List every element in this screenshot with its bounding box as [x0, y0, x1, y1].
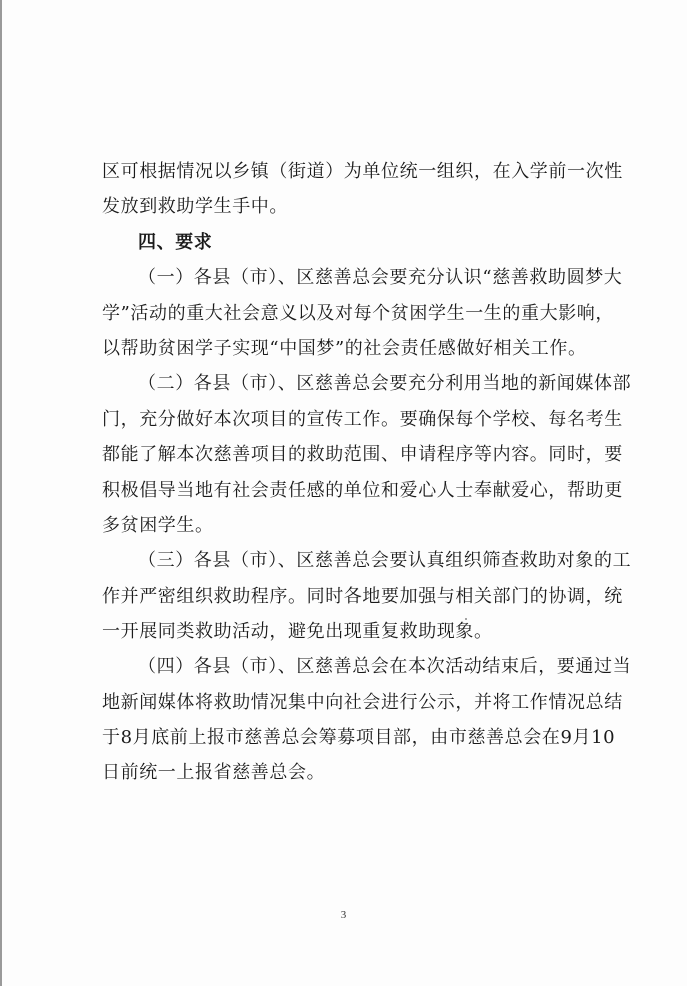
body-line: 一开展同类救助活动，避免出现重复救助现象。 [102, 621, 493, 642]
body-line: 都能了解本次慈善项目的救助范围、申请程序等内容。同时，要 [102, 444, 623, 465]
body-line: 于8月底前上报市慈善总会筹募项目部，由市慈善总会在9月10 [102, 727, 616, 748]
body-line: （三）各县（市）、区慈善总会要认真组织筛查救助对象的工 [138, 550, 632, 571]
scan-speck [465, 618, 467, 620]
body-line: 多贫困学生。 [102, 515, 214, 536]
body-line: （一）各县（市）、区慈善总会要充分认识“慈善救助圆梦大 [138, 267, 623, 288]
body-line: 学”活动的重大社会意义以及对每个贫困学生一生的重大影响， [102, 303, 614, 324]
body-line: 区可根据情况以乡镇（街道）为单位统一组织，在入学前一次性 [102, 161, 623, 182]
body-line: 地新闻媒体将救助情况集中向社会进行公示，并将工作情况总结 [102, 692, 623, 713]
body-line: 积极倡导当地有社会责任感的单位和爱心人士奉献爱心，帮助更 [102, 480, 623, 501]
body-line: 以帮助贫困学子实现“中国梦”的社会责任感做好相关工作。 [102, 338, 587, 359]
body-line: 日前统一上报省慈善总会。 [102, 762, 326, 783]
body-line: 门，充分做好本次项目的宣传工作。要确保每个学校、每名考生 [102, 409, 623, 430]
body-line: （四）各县（市）、区慈善总会在本次活动结束后，要通过当 [138, 656, 632, 677]
body-line: 作并严密组织救助程序。同时各地要加强与相关部门的协调，统 [102, 586, 623, 607]
section-heading: 四、要求 [138, 232, 213, 253]
body-line: （二）各县（市）、区慈善总会要充分利用当地的新闻媒体部 [138, 373, 632, 394]
page-number: 3 [340, 909, 347, 921]
body-line: 发放到救助学生手中。 [102, 196, 288, 217]
scan-edge [0, 0, 2, 986]
